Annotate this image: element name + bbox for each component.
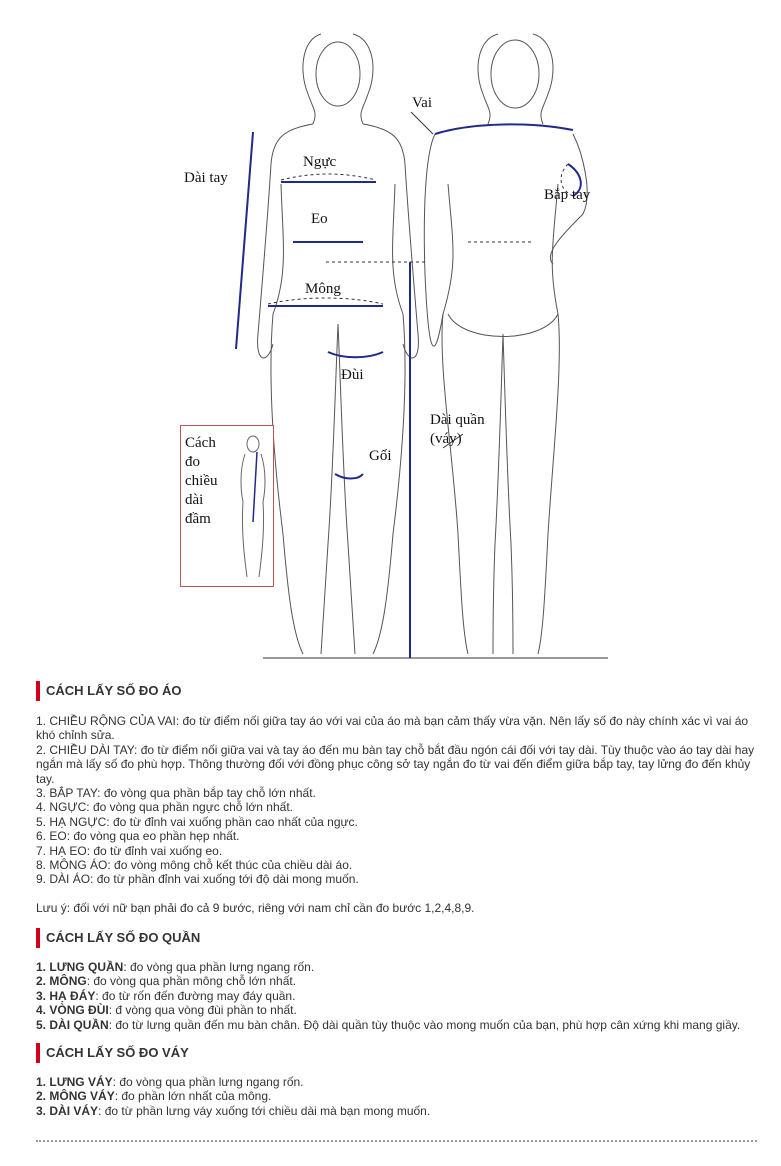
label-bap-tay: Bắp tay <box>544 187 591 203</box>
label-dai-tay: Dài tay <box>184 170 228 186</box>
list-item: 2. MÔNG VÁY: đo phần lớn nhất của mông. <box>36 1089 272 1104</box>
ao-list <box>36 714 766 887</box>
list-item: 6. EO: đo vòng qua eo phần hẹp nhất. <box>36 829 240 844</box>
label-mong: Mông <box>305 281 341 297</box>
list-item: 1. LƯNG VÁY: đo vòng qua phần lưng ngang rốn. <box>36 1075 304 1089</box>
list-item: 4. VÒNG ĐÙI: đ vòng qua vòng đùi phần to nhất. <box>36 1003 297 1018</box>
list-item: 5. HẠ NGỰC: đo từ đỉnh vai xuống phần cao nhất của ngực. <box>36 814 358 829</box>
label-goi: Gối <box>369 448 392 464</box>
list-item: 3. BẮP TAY: đo vòng qua phần bắp tay chỗ lớn nhất. <box>36 786 316 801</box>
list-item: 8. MÔNG ÁO: đo vòng mông chỗ kết thúc của chiều dài áo. <box>36 858 353 873</box>
dress-length-inset <box>180 425 274 587</box>
label-eo: Eo <box>311 211 328 227</box>
inset-line: đầm <box>185 511 211 527</box>
section-title-vay: CÁCH LẤY SỐ ĐO VÁY <box>36 1043 766 1063</box>
label-vay: (váy) <box>430 431 462 447</box>
list-item: 3. DÀI VÁY: đo từ phần lưng váy xuống tới chiều dài mà bạn mong muốn. <box>36 1103 431 1118</box>
ao-note: Lưu ý: đối với nữ bạn phải đo cả 9 bước, riêng với nam chỉ cần đo bước 1,2,4,8,9. <box>36 900 475 915</box>
section-vay <box>36 1043 766 1118</box>
list-item: 7. HẠ EO: đo từ đỉnh vai xuống eo. <box>36 843 223 858</box>
mini-figure-icon <box>231 432 271 582</box>
section-title-quan: CÁCH LẤY SỐ ĐO QUẦN <box>36 928 766 948</box>
list-item: 1. CHIỀU RỘNG CỦA VAI: đo từ điểm nối giữa tay áo với vai của áo mà bạn cảm thấy vừa vặn. Nên lấy số đo này chính xác vì vai áo khó chỉnh sửa. <box>36 714 749 743</box>
dotted-divider <box>36 1140 757 1142</box>
list-item: 2. MÔNG: đo vòng qua phần mông chỗ lớn nhất. <box>36 974 297 989</box>
list-item: 4. NGỰC: đo vòng qua phần ngực chỗ lớn nhất. <box>36 800 293 815</box>
list-item: 5. DÀI QUẦN: đo từ lưng quần đến mu bàn chân. Độ dài quần tùy thuộc vào mong muốn của bạn, phù hợp cân xứng khi mang giầy. <box>36 1017 741 1032</box>
inset-line: chiều <box>185 473 218 489</box>
label-dai-quan: Dài quần <box>430 412 485 428</box>
list-item: 9. DÀI ÁO: đo từ phần đỉnh vai xuống tới độ dài mong muốn. <box>36 872 359 887</box>
label-nguc: Ngực <box>303 154 337 170</box>
list-item: 2. CHIỀU DÀI TAY: đo từ điểm nối giữa vai và tay áo đến mu bàn tay chỗ bắt đầu ngón cái đối với tay dài. Tùy thuộc vào áo tay dài hay ngắn mà lấy số đo phù hợp. Thông thường đối với đồng phục công sở tay ngắn đo từ vai đến điểm giữa bắp tay, tay lửng đo đến khủy tay. <box>36 742 755 786</box>
section-quan <box>36 928 766 1032</box>
list-item: 1. LƯNG QUẦN: đo vòng qua phần lưng ngang rốn. <box>36 960 315 974</box>
inset-caption <box>185 434 231 529</box>
vay-list <box>36 1075 766 1118</box>
quan-list <box>36 960 766 1032</box>
inset-line: dài <box>185 492 204 508</box>
inset-line: Cách <box>185 435 216 451</box>
label-vai: Vai <box>412 95 432 111</box>
section-ao <box>36 681 766 915</box>
label-dui: Đùi <box>341 367 364 383</box>
inset-line: đo <box>185 454 200 470</box>
section-title-ao: CÁCH LẤY SỐ ĐO ÁO <box>36 681 766 701</box>
list-item: 3. HẠ ĐÁY: đo từ rốn đến đường may đáy quần. <box>36 988 296 1003</box>
